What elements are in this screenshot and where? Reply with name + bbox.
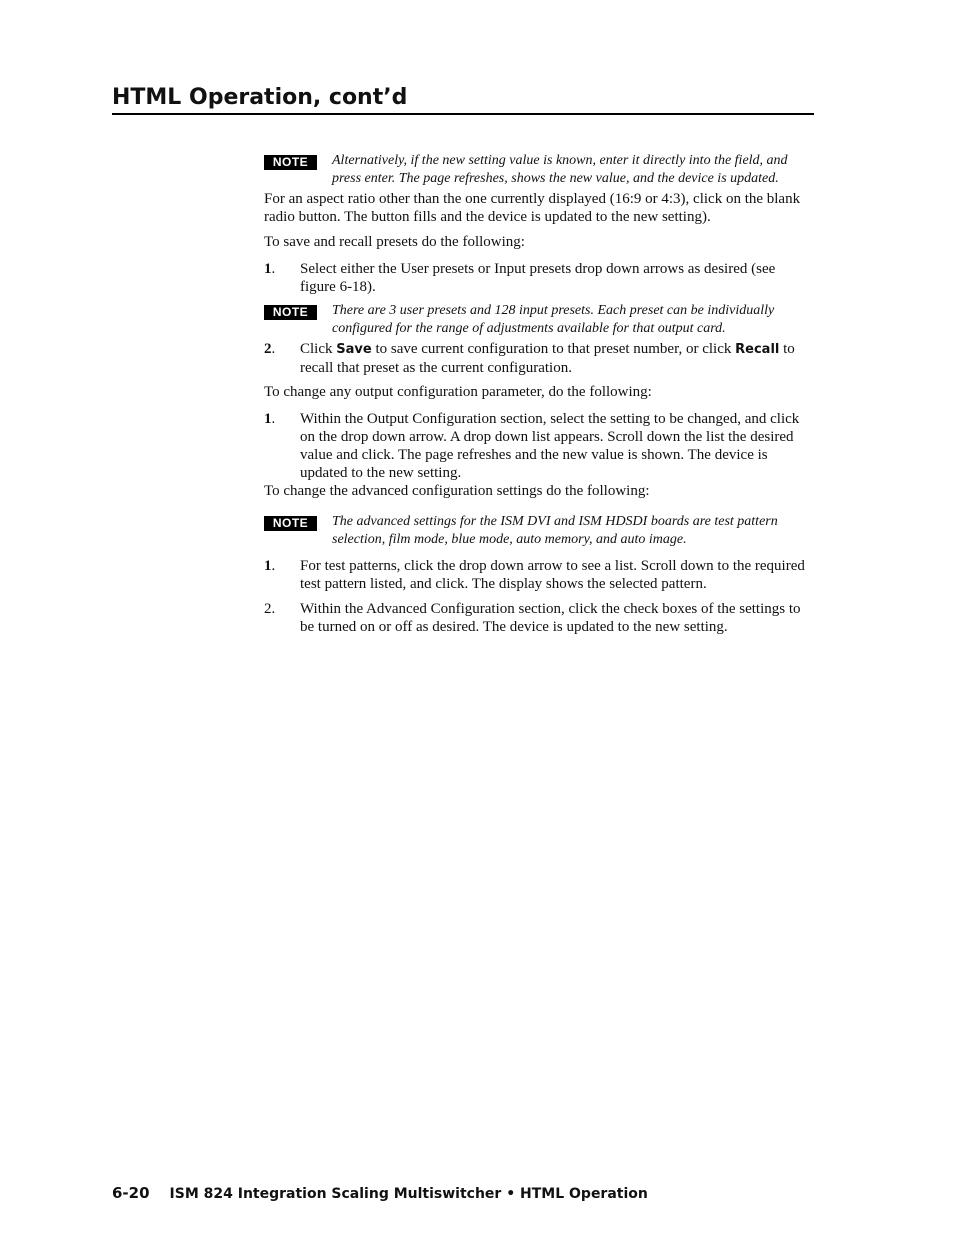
output-step-1: 1. Within the Output Configuration section, select the setting to be changed, and click on the drop down arrow. A drop down list appears. Scroll down the list the desired value and click. The page refreshes and the new value is shown. The device is updated to the new setting. (264, 411, 800, 481)
step-number: 1 (264, 261, 272, 277)
note-alternative-entry (264, 152, 814, 188)
step-text: Within the Output Configuration section, select the setting to be changed, and click on the drop down arrow. A drop down list appears. Scroll down the list the desired value and click. The page refreshes and the new value is shown. The device is updated to the new setting. (300, 411, 800, 481)
page-footer (112, 1184, 648, 1203)
save-command-label: Save (336, 342, 372, 357)
note-text: Alternatively, if the new setting value is known, enter it directly into the field, and press enter. The page refreshes, shows the new value, and the device is updated. (332, 153, 788, 186)
step-text-mid: to save current configuration to that preset number, or click (371, 341, 736, 357)
note-badge: NOTE (264, 305, 317, 320)
step-number: 2 (264, 341, 272, 357)
paragraph-output-intro: To change any output configuration parameter, do the following: (264, 384, 652, 400)
step-text: Within the Advanced Configuration section, click the check boxes of the settings to be turned on or off as desired. The device is updated to the new setting. (300, 601, 801, 635)
note-badge: NOTE (264, 155, 317, 170)
preset-step-2: 2. Click Save to save current configuration to that preset number, or click Recall to recall that preset as the current configuration. (264, 341, 795, 376)
paragraph-advanced-intro: To change the advanced configuration settings do the following: (264, 483, 650, 499)
note-advanced-settings (264, 513, 814, 549)
page-number: 6-20 (112, 1184, 150, 1202)
page-header-title: HTML Operation, cont’d (112, 84, 814, 115)
paragraph-aspect-ratio: For an aspect ratio other than the one currently displayed (16:9 or 4:3), click on the blank radio button. The button fills and the device is updated to the new setting). (264, 191, 801, 225)
step-text: Select either the User presets or Input presets drop down arrows as desired (see figure 6-18). (300, 261, 776, 295)
advanced-step-2 (264, 600, 814, 636)
step-text-pre: Click (300, 341, 337, 357)
step-text-post: to recall that preset as the current configuration. (300, 341, 795, 376)
note-text: The advanced settings for the ISM DVI and ISM HDSDI boards are test pattern selection, film mode, blue mode, auto memory, and auto image. (332, 514, 778, 547)
preset-step-1: 1. Select either the User presets or Input presets drop down arrows as desired (see figure 6-18). (264, 261, 776, 295)
step-number: 1 (264, 558, 272, 574)
note-text: There are 3 user presets and 128 input presets. Each preset can be individually configured for the range of adjustments available for that output card. (332, 303, 775, 336)
main-content (264, 152, 814, 636)
advanced-step-1: 1. For test patterns, click the drop down arrow to see a list. Scroll down to the required test pattern listed, and click. The display shows the selected pattern. (264, 558, 805, 592)
paragraph-presets-intro: To save and recall presets do the following: (264, 234, 525, 250)
step-number: 1 (264, 411, 272, 427)
step-number: 2. (264, 601, 276, 617)
note-badge: NOTE (264, 516, 317, 531)
step-text: For test patterns, click the drop down arrow to see a list. Scroll down to the required test pattern listed, and click. The display shows the selected pattern. (300, 558, 805, 592)
recall-command-label: Recall (735, 342, 780, 357)
footer-text: ISM 824 Integration Scaling Multiswitcher • HTML Operation (169, 1186, 648, 1202)
note-preset-count (264, 302, 814, 338)
